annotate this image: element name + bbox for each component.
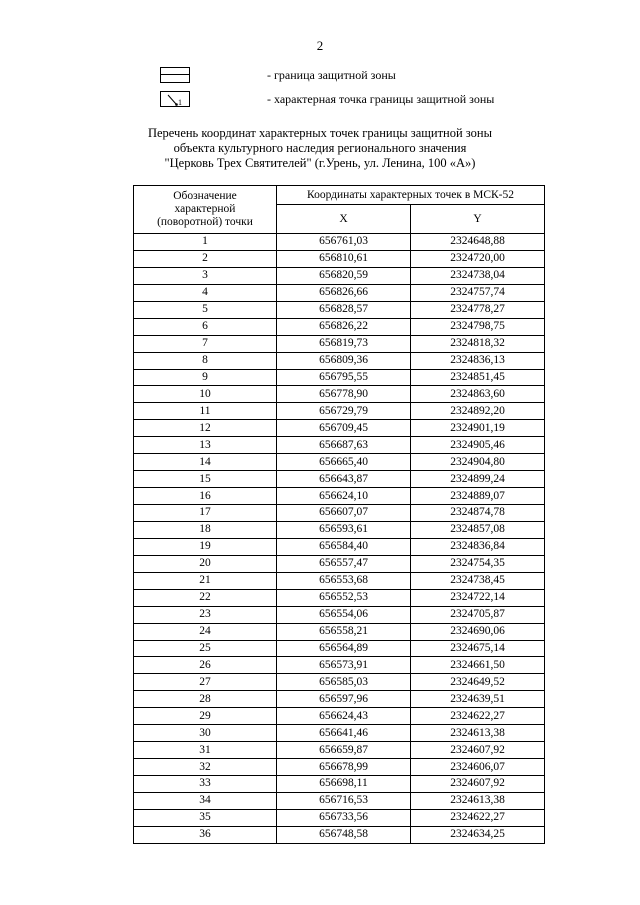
x-coordinate-cell: 656729,79 — [277, 403, 411, 420]
point-number-cell: 24 — [134, 623, 277, 640]
boundary-point-label: 1 — [178, 98, 182, 107]
y-coordinate-cell: 2324892,20 — [411, 403, 545, 420]
point-number-cell: 33 — [134, 776, 277, 793]
point-number-cell: 13 — [134, 437, 277, 454]
table-row — [134, 792, 545, 809]
x-coordinate-cell: 656552,53 — [277, 589, 411, 606]
table-row — [134, 471, 545, 488]
y-coordinate-cell: 2324613,38 — [411, 792, 545, 809]
table-row — [134, 809, 545, 826]
table-row — [134, 505, 545, 522]
x-coordinate-cell: 656819,73 — [277, 335, 411, 352]
table-row — [134, 776, 545, 793]
y-coordinate-cell: 2324836,13 — [411, 352, 545, 369]
point-number-cell: 14 — [134, 454, 277, 471]
y-coordinate-cell: 2324889,07 — [411, 488, 545, 505]
header-point-name-line-1: Обозначение — [173, 190, 237, 202]
x-coordinate-cell: 656733,56 — [277, 809, 411, 826]
table-row — [134, 572, 545, 589]
x-coordinate-cell: 656607,07 — [277, 505, 411, 522]
y-coordinate-cell: 2324851,45 — [411, 369, 545, 386]
y-coordinate-cell: 2324649,52 — [411, 674, 545, 691]
y-coordinate-cell: 2324757,74 — [411, 284, 545, 301]
y-coordinate-cell: 2324622,27 — [411, 708, 545, 725]
point-number-cell: 20 — [134, 555, 277, 572]
table-row — [134, 826, 545, 843]
table-row — [134, 674, 545, 691]
table-row — [134, 623, 545, 640]
x-coordinate-cell: 656810,61 — [277, 250, 411, 267]
table-row — [134, 742, 545, 759]
y-coordinate-cell: 2324904,80 — [411, 454, 545, 471]
y-coordinate-cell: 2324639,51 — [411, 691, 545, 708]
point-number-cell: 35 — [134, 809, 277, 826]
x-coordinate-cell: 656558,21 — [277, 623, 411, 640]
table-row — [134, 352, 545, 369]
legend-item-point — [160, 91, 580, 109]
point-number-cell: 11 — [134, 403, 277, 420]
y-coordinate-cell: 2324738,04 — [411, 267, 545, 284]
y-coordinate-cell: 2324720,00 — [411, 250, 545, 267]
table-row — [134, 437, 545, 454]
table-row — [134, 403, 545, 420]
point-number-cell: 5 — [134, 301, 277, 318]
point-number-cell: 10 — [134, 386, 277, 403]
table-row — [134, 301, 545, 318]
header-coordinates-group: Координаты характерных точек в МСК-52 — [277, 186, 545, 205]
table-row — [134, 318, 545, 335]
x-coordinate-cell: 656687,63 — [277, 437, 411, 454]
point-number-cell: 3 — [134, 267, 277, 284]
point-number-cell: 16 — [134, 488, 277, 505]
table-row — [134, 640, 545, 657]
table-row — [134, 691, 545, 708]
y-coordinate-cell: 2324863,60 — [411, 386, 545, 403]
header-point-name — [134, 186, 277, 234]
y-coordinate-cell: 2324622,27 — [411, 809, 545, 826]
y-coordinate-cell: 2324798,75 — [411, 318, 545, 335]
y-coordinate-cell: 2324778,27 — [411, 301, 545, 318]
header-y: Y — [411, 205, 545, 234]
y-coordinate-cell: 2324722,14 — [411, 589, 545, 606]
y-coordinate-cell: 2324905,46 — [411, 437, 545, 454]
y-coordinate-cell: 2324754,35 — [411, 555, 545, 572]
y-coordinate-cell: 2324606,07 — [411, 759, 545, 776]
point-number-cell: 18 — [134, 521, 277, 538]
point-number-cell: 12 — [134, 420, 277, 437]
x-coordinate-cell: 656716,53 — [277, 792, 411, 809]
y-coordinate-cell: 2324648,88 — [411, 234, 545, 251]
y-coordinate-cell: 2324607,92 — [411, 742, 545, 759]
x-coordinate-cell: 656659,87 — [277, 742, 411, 759]
coordinates-table-body — [134, 234, 545, 844]
x-coordinate-cell: 656624,10 — [277, 488, 411, 505]
point-number-cell: 23 — [134, 606, 277, 623]
x-coordinate-cell: 656573,91 — [277, 657, 411, 674]
table-row — [134, 234, 545, 251]
x-coordinate-cell: 656641,46 — [277, 725, 411, 742]
table-row — [134, 267, 545, 284]
point-number-cell: 2 — [134, 250, 277, 267]
y-coordinate-cell: 2324690,06 — [411, 623, 545, 640]
x-coordinate-cell: 656709,45 — [277, 420, 411, 437]
table-row — [134, 420, 545, 437]
title-line-3: "Церковь Трех Святителей" (г.Урень, ул. Ленина, 100 «А») — [164, 156, 476, 170]
boundary-point-icon — [160, 91, 190, 107]
y-coordinate-cell: 2324661,50 — [411, 657, 545, 674]
point-number-cell: 32 — [134, 759, 277, 776]
x-coordinate-cell: 656597,96 — [277, 691, 411, 708]
x-coordinate-cell: 656554,06 — [277, 606, 411, 623]
title-line-1: Перечень координат характерных точек границы защитной зоны — [147, 126, 493, 140]
x-coordinate-cell: 656564,89 — [277, 640, 411, 657]
table-row — [134, 369, 545, 386]
y-coordinate-cell: 2324613,38 — [411, 725, 545, 742]
x-coordinate-cell: 656665,40 — [277, 454, 411, 471]
point-number-cell: 15 — [134, 471, 277, 488]
x-coordinate-cell: 656820,59 — [277, 267, 411, 284]
x-coordinate-cell: 656826,66 — [277, 284, 411, 301]
legend-text-point: - характерная точка границы защитной зоны — [267, 92, 495, 106]
table-row — [134, 555, 545, 572]
x-coordinate-cell: 656678,99 — [277, 759, 411, 776]
point-number-cell: 19 — [134, 538, 277, 555]
header-point-name-line-2: характерной — [174, 203, 236, 215]
legend-item-boundary — [160, 67, 580, 85]
point-number-cell: 6 — [134, 318, 277, 335]
table-row — [134, 335, 545, 352]
table-row — [134, 284, 545, 301]
title-line-2: объекта культурного наследия регионального значения — [173, 141, 467, 155]
table-row — [134, 250, 545, 267]
header-point-name-line-3: (поворотной) точки — [157, 216, 253, 228]
x-coordinate-cell: 656795,55 — [277, 369, 411, 386]
y-coordinate-cell: 2324901,19 — [411, 420, 545, 437]
y-coordinate-cell: 2324634,25 — [411, 826, 545, 843]
x-coordinate-cell: 656557,47 — [277, 555, 411, 572]
point-number-cell: 9 — [134, 369, 277, 386]
y-coordinate-cell: 2324675,14 — [411, 640, 545, 657]
y-coordinate-cell: 2324857,08 — [411, 521, 545, 538]
x-coordinate-cell: 656809,36 — [277, 352, 411, 369]
table-row — [134, 538, 545, 555]
x-coordinate-cell: 656643,87 — [277, 471, 411, 488]
document-title — [90, 126, 550, 171]
point-number-cell: 1 — [134, 234, 277, 251]
x-coordinate-cell: 656828,57 — [277, 301, 411, 318]
table-row — [134, 759, 545, 776]
table-row — [134, 606, 545, 623]
x-coordinate-cell: 656761,03 — [277, 234, 411, 251]
table-row — [134, 521, 545, 538]
point-number-cell: 26 — [134, 657, 277, 674]
table-row — [134, 589, 545, 606]
y-coordinate-cell: 2324836,84 — [411, 538, 545, 555]
y-coordinate-cell: 2324818,32 — [411, 335, 545, 352]
table-row — [134, 454, 545, 471]
table-row — [134, 386, 545, 403]
point-number-cell: 25 — [134, 640, 277, 657]
x-coordinate-cell: 656584,40 — [277, 538, 411, 555]
page-number: 2 — [316, 38, 324, 53]
point-number-cell: 34 — [134, 792, 277, 809]
x-coordinate-cell: 656593,61 — [277, 521, 411, 538]
point-number-cell: 8 — [134, 352, 277, 369]
x-coordinate-cell: 656553,68 — [277, 572, 411, 589]
double-line-icon — [160, 67, 190, 83]
table-row — [134, 708, 545, 725]
point-number-cell: 4 — [134, 284, 277, 301]
point-number-cell: 31 — [134, 742, 277, 759]
x-coordinate-cell: 656748,58 — [277, 826, 411, 843]
y-coordinate-cell: 2324874,78 — [411, 505, 545, 522]
point-number-cell: 29 — [134, 708, 277, 725]
y-coordinate-cell: 2324705,87 — [411, 606, 545, 623]
point-number-cell: 36 — [134, 826, 277, 843]
point-number-cell: 17 — [134, 505, 277, 522]
coordinates-table — [133, 185, 545, 844]
table-row — [134, 488, 545, 505]
table-row — [134, 657, 545, 674]
x-coordinate-cell: 656778,90 — [277, 386, 411, 403]
y-coordinate-cell: 2324899,24 — [411, 471, 545, 488]
point-number-cell: 22 — [134, 589, 277, 606]
header-x: X — [277, 205, 411, 234]
point-number-cell: 7 — [134, 335, 277, 352]
x-coordinate-cell: 656826,22 — [277, 318, 411, 335]
point-number-cell: 21 — [134, 572, 277, 589]
y-coordinate-cell: 2324607,92 — [411, 776, 545, 793]
x-coordinate-cell: 656585,03 — [277, 674, 411, 691]
legend-text-boundary: - граница защитной зоны — [267, 68, 396, 82]
point-number-cell: 28 — [134, 691, 277, 708]
point-number-cell: 30 — [134, 725, 277, 742]
table-row — [134, 725, 545, 742]
y-coordinate-cell: 2324738,45 — [411, 572, 545, 589]
x-coordinate-cell: 656624,43 — [277, 708, 411, 725]
x-coordinate-cell: 656698,11 — [277, 776, 411, 793]
point-number-cell: 27 — [134, 674, 277, 691]
